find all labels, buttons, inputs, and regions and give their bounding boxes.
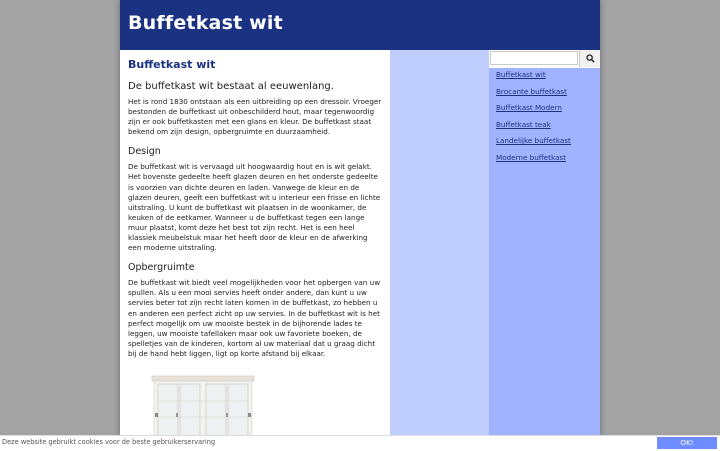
- sidebar-link-buffetkast-teak[interactable]: Buffetkast teak: [496, 119, 551, 129]
- main-content: [120, 50, 390, 450]
- cookie-ok-button[interactable]: OK!: [657, 437, 717, 449]
- search-button[interactable]: [579, 50, 600, 67]
- page-container: [120, 0, 600, 450]
- cookie-text: Deze website gebruikt cookies voor de beste gebruikerservaring: [2, 438, 216, 446]
- sidebar-link-moderne-buffetkast[interactable]: Moderne buffetkast: [496, 152, 566, 162]
- site-header: [120, 0, 600, 50]
- sidebar-link-buffetkast-modern[interactable]: Buffetkast Modern: [496, 103, 562, 112]
- article-heading: Buffetkast wit: [128, 58, 216, 71]
- sidebar-nav: [496, 70, 571, 169]
- search-input[interactable]: [490, 51, 578, 65]
- article-intro: Het is rond 1830 ontstaan als een uitbreiding op een dressoir. Vroeger bestonden de buffetkast uit onbeschilderd hout, maar tegenwoordig zijn er ook buffetkasten met een glans en kleur. De buffetkast staat bekend om zijn design, opbergruimte en duurzaamheid.: [128, 97, 382, 137]
- section-title-opbergruimte: Opbergruimte: [128, 262, 195, 274]
- section-title-design: Design: [128, 146, 161, 158]
- cookie-bar: [0, 435, 720, 451]
- section-text-opbergruimte: De buffetkast wit biedt veel mogelijkheden voor het opbergen van uw spullen. Als u een mooi servies heeft onder andere, dan kunt u uw servies beter tot zijn recht laten komen in de buffetkast, zo hebben u en anderen een perfect zicht op uw servies. In de buffetkast wit is het perfect mogelijk om uw mooiste bestek in de bijhorende lades te leggen, uw mooiste tafellaken maar ook uw favoriete boeken, de spelletjes van de kinderen, kortom al uw materiaal dat u graag dicht bij de hand hebt liggen, ligt op korte afstand bij elkaar.: [128, 278, 381, 358]
- article-subheading: De buffetkast wit bestaat al eeuwenlang.: [128, 81, 334, 92]
- search-bar: [489, 50, 600, 69]
- sidebar-link-brocante-buffetkast[interactable]: Brocante buffetkast: [496, 86, 567, 96]
- section-text-design: De buffetkast wit is vervaagd uit hoogwaardig hout en is wit gelakt. Het bovenste gedeelte heeft glazen deuren en het onderste gedeelte is voorzien van dichte deuren en laden. Vanwege de kleur en de glazen deuren, geeft een buffetkast wit u interieur een frisse en lichte uitstraling. U kunt de buffetkast wit plaatsen in de woonkamer, de keuken of de eetkamer. Wanneer u de buffetkast tegen een lange muur plaatst, komt deze het best tot zijn recht. Het is een heel klassiek meubelstuk maar het heeft door de kleur en de afwerking een moderne uitstraling.: [128, 162, 381, 253]
- sidebar-link-landelijke-buffetkast[interactable]: Landelijke buffetkast: [496, 136, 571, 145]
- article: [120, 50, 390, 447]
- search-icon: [586, 54, 595, 63]
- buffet-cabinet-image: [150, 373, 256, 443]
- sidebar: [489, 50, 600, 450]
- site-title: Buffetkast wit: [128, 12, 283, 34]
- sidebar-link-buffetkast-wit[interactable]: Buffetkast wit: [496, 70, 546, 79]
